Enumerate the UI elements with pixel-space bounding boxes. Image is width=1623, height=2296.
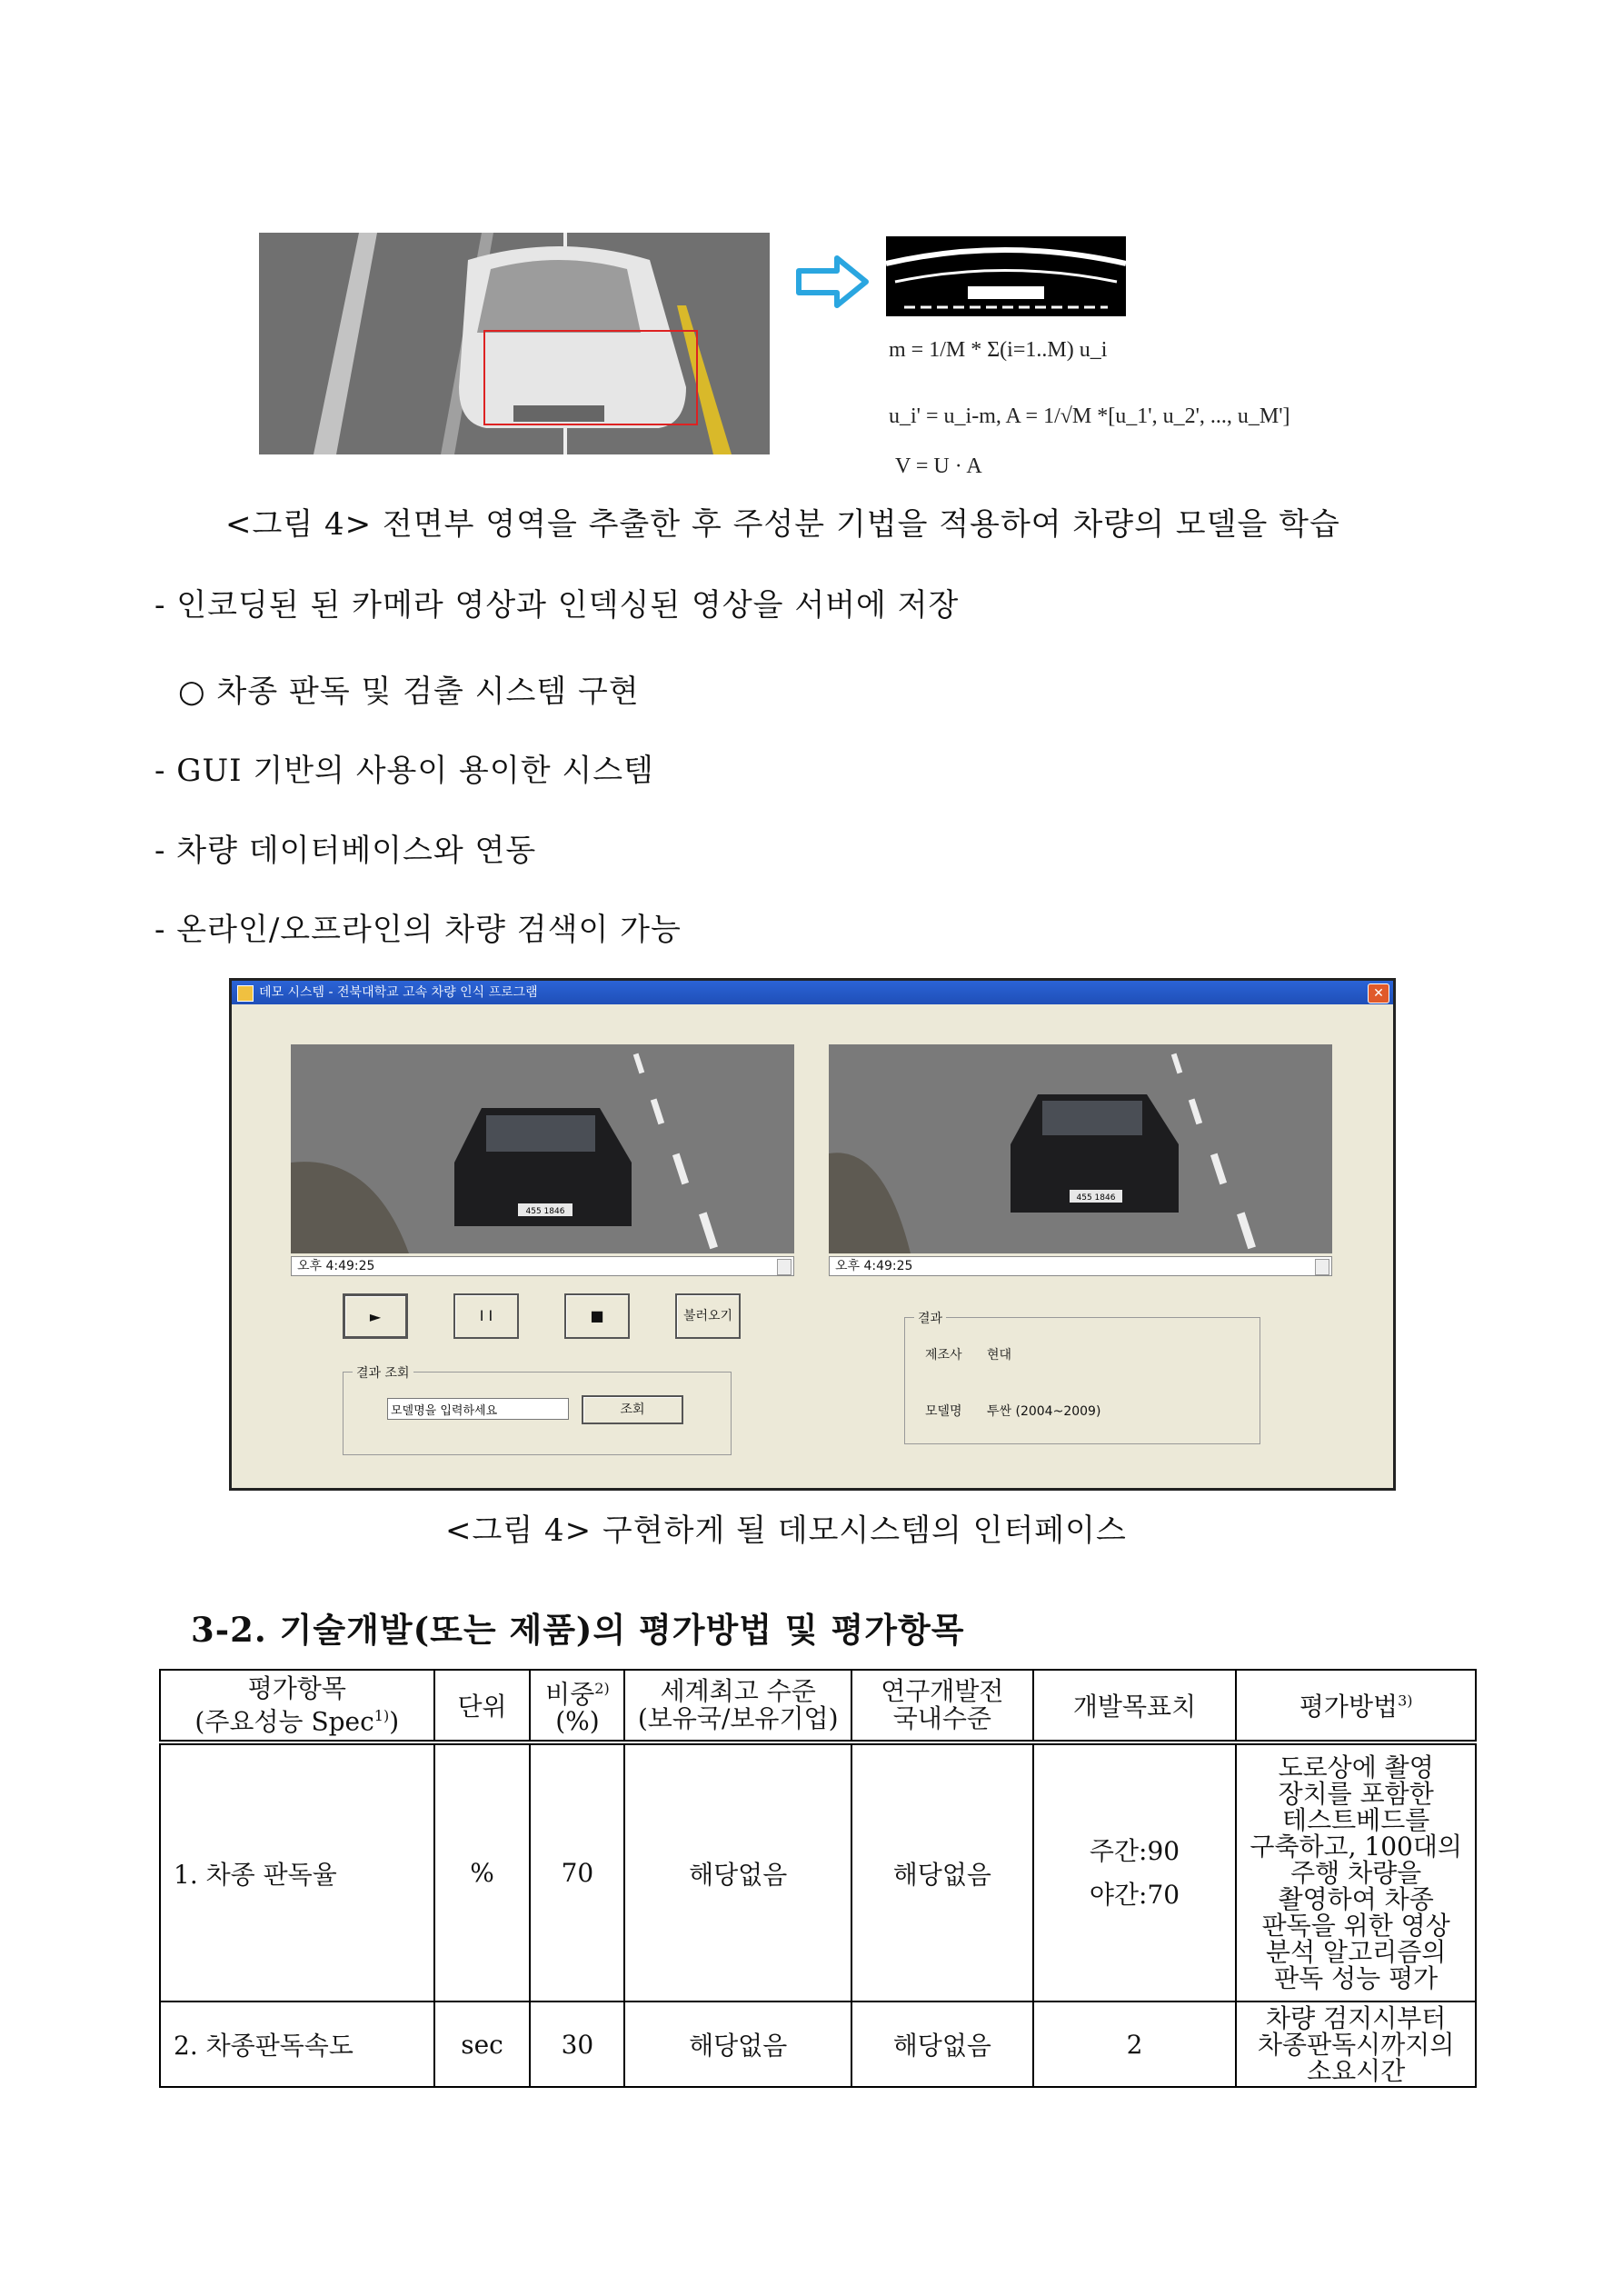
header-world-line1: 세계최고 수준: [660, 1676, 816, 1706]
row1-world: 해당없음: [624, 1742, 851, 2002]
method-line: 차종판독시까지의: [1257, 2029, 1455, 2060]
header-weight: [530, 1670, 624, 1742]
time-left: 오후 4:49:25: [297, 1259, 375, 1273]
row2-target: 2: [1033, 2002, 1237, 2087]
spin-icon[interactable]: [777, 1259, 792, 1275]
stop-button[interactable]: ■: [564, 1293, 630, 1339]
method-line: 도로상에 촬영: [1278, 1752, 1434, 1782]
footnote-2: 2): [594, 1679, 610, 1697]
header-target: 개발목표치: [1033, 1670, 1237, 1742]
method-line: 촬영하여 차종: [1278, 1884, 1434, 1914]
row2-method: [1236, 2002, 1476, 2087]
header-item-line1: 평가항목: [247, 1672, 346, 1703]
bullet-line-5: - 온라인/오프라인의 차량 검색이 가능: [154, 912, 682, 948]
table-header-row: [160, 1670, 1476, 1742]
close-button[interactable]: ✕: [1368, 983, 1389, 1003]
header-domestic-level: [851, 1670, 1033, 1742]
header-domestic-line1: 연구개발전: [881, 1676, 1004, 1706]
row2-item: 2. 차종판독속도: [160, 2002, 434, 2087]
plate-text-right: 455 1846: [1076, 1193, 1116, 1203]
formula-v: V = U · A: [895, 454, 982, 478]
header-item: [160, 1670, 434, 1742]
row1-domestic: 해당없음: [851, 1742, 1033, 2002]
method-line: 차량 검지시부터: [1266, 2002, 1447, 2033]
time-bar-left: [291, 1256, 794, 1276]
bullet-line-2: ○ 차종 판독 및 검출 시스템 구현: [178, 674, 640, 710]
formula-eigen: u_i' = u_i-m, A = 1/√M *[u_1', u_2', ..., u_M']: [889, 404, 1290, 428]
header-method-text: 평가방법: [1299, 1692, 1399, 1722]
row1-target: [1033, 1742, 1237, 2002]
bullet-line-3: - GUI 기반의 사용이 용이한 시스템: [154, 753, 654, 789]
car-front-photo: [259, 233, 770, 454]
video-right: [829, 1044, 1332, 1253]
method-line: 테스트베드를: [1282, 1805, 1430, 1835]
maker-label: 제조사: [925, 1348, 962, 1363]
row1-target-day: 주간:90: [1089, 1835, 1180, 1866]
method-line: 분석 알고리즘의: [1266, 1937, 1447, 1967]
spin-icon[interactable]: [1315, 1259, 1329, 1275]
figure-caption-1: <그림 4> 전면부 영역을 추출한 후 주성분 기법을 적용하여 차량의 모델을 학습: [225, 506, 1340, 543]
header-weight-line2: (%): [555, 1706, 600, 1737]
bullet-line-1: - 인코딩된 된 카메라 영상과 인덱싱된 영상을 서버에 저장: [154, 587, 960, 624]
header-world-level: [624, 1670, 851, 1742]
time-right: 오후 4:49:25: [835, 1259, 913, 1273]
window-title: 데모 시스템 - 전북대학교 고속 차량 인식 프로그램: [259, 985, 538, 1000]
method-line: 판독을 위한 영상: [1261, 1911, 1450, 1941]
row1-method: [1236, 1742, 1476, 2002]
header-domestic-line2: 국내수준: [892, 1703, 991, 1733]
header-item-spec: (주요성능 Spec: [194, 1706, 374, 1737]
header-weight-line1: [534, 1675, 620, 1708]
window-titlebar: [232, 981, 1393, 1004]
query-group: [343, 1366, 732, 1455]
pause-button[interactable]: I I: [453, 1293, 519, 1339]
footnote-1: 1): [373, 1706, 390, 1724]
method-line: 구축하고, 100대의: [1250, 1832, 1462, 1862]
table-row: [160, 1742, 1476, 2002]
method-line: 주행 차량을: [1290, 1858, 1422, 1888]
header-world-line2: (보유국/보유기업): [637, 1703, 839, 1733]
method-line: 판독 성능 평가: [1274, 1963, 1439, 1993]
maker-value: 현대: [987, 1348, 1012, 1363]
bullet-line-4: - 차량 데이터베이스와 연동: [154, 833, 537, 869]
row2-world: 해당없음: [624, 2002, 851, 2087]
plate-text-left: 455 1846: [525, 1207, 565, 1216]
model-label: 모델명: [925, 1404, 962, 1419]
header-weight-text: 비중: [545, 1679, 595, 1710]
header-method: [1236, 1670, 1476, 1742]
row2-weight: 30: [530, 2002, 624, 2087]
row2-unit: sec: [434, 2002, 531, 2087]
table-row: [160, 2002, 1476, 2087]
model-search-input[interactable]: [387, 1398, 569, 1420]
row1-item: 1. 차종 판독율: [160, 1742, 434, 2002]
method-line: 소요시간: [1307, 2055, 1406, 2086]
formula-mean: m = 1/M * Σ(i=1..M) u_i: [889, 338, 1108, 362]
row1-weight: 70: [530, 1742, 624, 2002]
front-region-binary-image: [886, 236, 1126, 316]
row1-target-night: 야간:70: [1089, 1879, 1180, 1910]
row1-unit: %: [434, 1742, 531, 2002]
method-line: 장치를 포함한: [1278, 1779, 1434, 1809]
demo-window: [229, 978, 1396, 1491]
model-value: 투싼 (2004~2009): [987, 1404, 1101, 1419]
query-group-label: 결과 조회: [353, 1363, 413, 1382]
header-item-paren: ): [389, 1706, 400, 1737]
play-button[interactable]: ►: [343, 1293, 408, 1339]
evaluation-table: [159, 1669, 1477, 2088]
header-unit: 단위: [434, 1670, 531, 1742]
result-group: [904, 1312, 1260, 1444]
row2-domestic: 해당없음: [851, 2002, 1033, 2087]
figure-caption-2: <그림 4> 구현하게 될 데모시스템의 인터페이스: [445, 1512, 1127, 1549]
header-item-line2: [164, 1702, 430, 1735]
result-group-label: 결과: [914, 1309, 946, 1327]
right-arrow-icon: [795, 255, 870, 313]
footnote-3: 3): [1398, 1692, 1413, 1710]
app-icon: [237, 985, 254, 1002]
time-bar-right: [829, 1256, 1332, 1276]
load-button[interactable]: 불러오기: [675, 1293, 741, 1339]
video-left: [291, 1044, 794, 1253]
section-title: 3-2. 기술개발(또는 제품)의 평가방법 및 평가항목: [191, 1610, 965, 1650]
query-button[interactable]: 조회: [582, 1395, 683, 1424]
